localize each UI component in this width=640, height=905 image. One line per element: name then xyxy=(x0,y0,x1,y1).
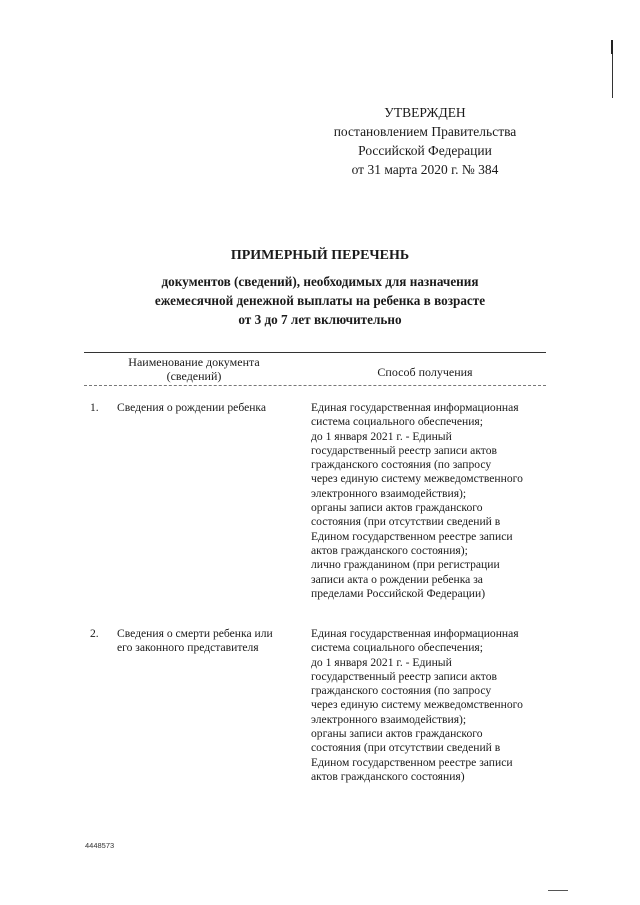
row-method-line: электронного взаимодействия); xyxy=(311,486,467,500)
row-method-line: органы записи актов гражданского xyxy=(311,501,483,515)
row-method-line: электронного взаимодействия); xyxy=(311,712,467,726)
row-document-line: Сведения о рождении ребенка xyxy=(117,401,267,414)
scan-bottom-mark xyxy=(548,890,568,891)
row-method-line: до 1 января 2021 г. - Единый xyxy=(311,429,452,443)
approval-block xyxy=(330,103,520,179)
row-method-line: состояния (при отсутствии сведений в xyxy=(311,515,501,529)
row-method-line: записи акта о рождении ребенка за xyxy=(311,572,483,586)
row-method-line: Едином государственном реестре записи xyxy=(311,529,513,543)
approval-heading: УТВЕРЖДЕН xyxy=(384,105,466,120)
subtitle-line: от 3 до 7 лет включительно xyxy=(238,312,402,327)
documents-table xyxy=(84,352,546,797)
document-subtitle xyxy=(105,272,535,329)
row-method-line: состояния (при отсутствии сведений в xyxy=(311,741,501,755)
row-method-line: система социального обеспечения; xyxy=(311,641,483,655)
subtitle-line: документов (сведений), необходимых для назначения xyxy=(161,274,479,289)
row-method-line: государственный реестр записи актов xyxy=(311,443,497,457)
row-method-line: лично гражданином (при регистрации xyxy=(311,558,500,572)
approval-date-number: от 31 марта 2020 г. № 384 xyxy=(351,162,499,177)
header-document-name xyxy=(84,355,304,383)
document-title: ПРИМЕРНЫЙ ПЕРЕЧЕНЬ xyxy=(230,248,410,263)
row-document-line: его законного представителя xyxy=(117,641,259,655)
row-method-line: гражданского состояния (по запросу xyxy=(311,684,492,698)
header-document-name-line1: Наименование документа xyxy=(128,355,260,369)
row-method-line: до 1 января 2021 г. - Единый xyxy=(311,655,452,669)
table-header-rule xyxy=(84,385,546,386)
row-method-line: Едином государственном реестре записи xyxy=(311,755,513,769)
row-method-line: Единая государственная информационная xyxy=(311,627,519,640)
row-method-line: пределами Российской Федерации) xyxy=(311,586,486,600)
row-number: 2. xyxy=(90,627,99,640)
row-method-line: государственный реестр записи актов xyxy=(311,669,497,683)
header-document-name-line2: (сведений) xyxy=(166,369,222,383)
row-method-line: органы записи актов гражданского xyxy=(311,727,483,741)
row-number: 1. xyxy=(90,401,99,414)
row-document xyxy=(117,401,297,415)
row-methods xyxy=(311,401,546,601)
row-methods xyxy=(311,627,546,784)
row-method-line: гражданского состояния (по запросу xyxy=(311,458,492,472)
row-method-line: Единая государственная информационная xyxy=(311,401,519,414)
row-method-line: актов гражданского состояния) xyxy=(311,769,465,783)
document-code: 4448573 xyxy=(85,841,115,850)
header-method: Способ получения xyxy=(377,365,473,379)
approval-line: Российской Федерации xyxy=(358,143,492,158)
table-header xyxy=(84,353,546,385)
subtitle-line: ежемесячной денежной выплаты на ребенка в возрасте xyxy=(154,293,486,308)
approval-line: постановлением Правительства xyxy=(333,124,517,139)
row-method-line: через единую систему межведомственного xyxy=(311,698,523,712)
row-document-line: Сведения о смерти ребенка или xyxy=(117,627,273,640)
row-method-line: система социального обеспечения; xyxy=(311,415,483,429)
row-method-line: актов гражданского состояния); xyxy=(311,543,468,557)
scan-margin-mark-top xyxy=(611,40,613,54)
table-row xyxy=(84,401,546,615)
row-document xyxy=(117,627,297,656)
row-method-line: через единую систему межведомственного xyxy=(311,472,523,486)
table-row xyxy=(84,627,546,797)
